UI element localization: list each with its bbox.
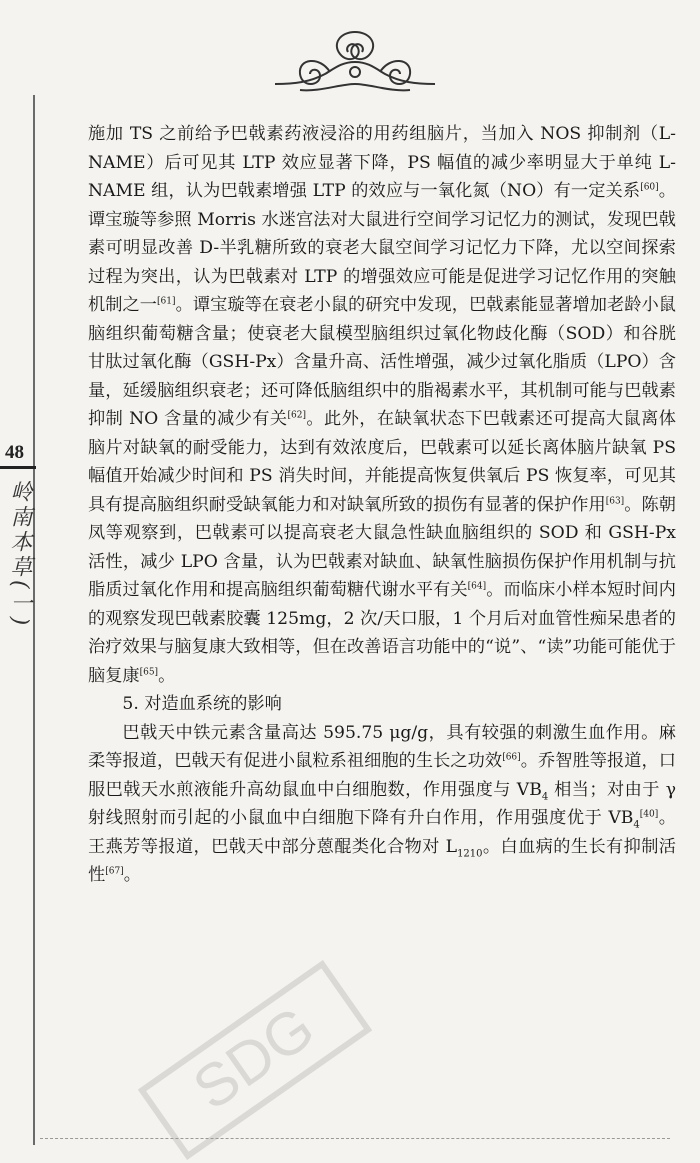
running-book-title: 岭南本草(一) (7, 480, 32, 629)
text-run: 。 (123, 865, 141, 885)
text-run: 。乔智胜等报道，口服巴戟天水煎液能升高幼鼠血中白细胞数，作用强度与 VB (88, 751, 676, 800)
ornament-flourish-icon (270, 22, 440, 100)
text-run: 。谭宝璇等在衰老小鼠的研究中发现，巴戟素能显著增加老龄小鼠脑组织葡萄糖含量；使衰老大鼠模型脑组织过氧化物歧化酶（SOD）和谷胱甘肽过氧化酶（GSH-Px）含量升高、活性增强，减少过氧化脂质（LPO）含量，延缓脑组织衰老；还可降低脑组织中的脂褐素水平，其机制可能与巴戟素抑制 NO 含量的减少有关 (88, 295, 676, 429)
subscript: 1210 (457, 847, 483, 859)
paragraph (88, 120, 676, 690)
page-number-bar (0, 466, 36, 469)
text-run: 。 (158, 665, 176, 686)
citation-marker: [67] (105, 866, 124, 877)
watermark-logo (115, 960, 395, 1160)
citation-marker: [65] (139, 666, 159, 677)
bottom-rule (40, 1138, 670, 1139)
citation-marker: [64] (467, 581, 487, 592)
citation-marker: [61] (157, 296, 176, 307)
text-run: 。谭宝璇等参照 Morris 水迷宫法对大鼠进行空间学习记忆力的测试，发现巴戟素可明显改善 D-半乳糖所致的衰老大鼠空间学习记忆力下降，尤以空间探索过程为突出，认为巴戟素对 LTP 的增强效应可能是促进学习记忆作用的突触机制之一 (88, 181, 676, 315)
section-heading: 5. 对造血系统的影响 (122, 694, 282, 714)
left-margin-rule (33, 95, 35, 1145)
text-run: 。白血病的生长有抑制活性 (88, 836, 676, 885)
text-run: 。王燕芳等报道，巴戟天中部分蒽醌类化合物对 L (88, 808, 676, 857)
citation-marker: [62] (287, 410, 306, 421)
svg-text:SDG: SDG (181, 993, 327, 1123)
text-run: 。陈朝凤等观察到，巴戟素可以提高衰老大鼠急性缺血脑组织的 SOD 和 GSH-Px 活性，减少 LPO 含量，认为巴戟素对缺血、缺氧性脑损伤保护作用机制与抗脂质过氧化作用和提高脑组织葡萄糖代谢水平有关 (88, 494, 676, 600)
body-text (88, 120, 676, 890)
citation-marker: [63] (605, 495, 625, 506)
paragraph (88, 719, 676, 890)
subscript: 4 (633, 819, 640, 831)
subscript: 4 (541, 790, 549, 802)
page-number: 48 (5, 442, 24, 463)
text-run: 施加 TS 之前给予巴戟素药液浸浴的用药组脑片，当加入 NOS 抑制剂（L-NAME）后可见其 LTP 效应显著下降，PS 幅值的减少率明显大于单纯 L-NAME 组，认为巴戟素增强 LTP 的效应与一氧化氮（NO）有一定关系 (88, 124, 676, 201)
citation-marker: [60] (640, 182, 659, 193)
text-run: 相当；对由于 γ 射线照射而引起的小鼠血中白细胞下降有升白作用，作用强度优于 VB (88, 779, 676, 828)
citation-marker: [40] (639, 809, 659, 820)
text-run: 巴戟天中铁元素含量高达 595.75 μg/g，具有较强的刺激生血作用。麻柔等报道，巴戟天有促进小鼠粒系祖细胞的生长之功效 (88, 722, 676, 771)
text-run: 。而临床小样本短时间内的观察发现巴戟素胶囊 125mg，2 次/天口服，1 个月后对血管性痴呆患者的治疗效果与脑复康大致相等，但在改善语言功能中的“说”、“读”功能可能优于脑复康 (88, 580, 676, 686)
citation-marker: [66] (502, 752, 521, 763)
text-run: 。此外，在缺氧状态下巴戟素还可提高大鼠离体脑片对缺氧的耐受能力，达到有效浓度后，巴戟素可以延长离体脑片缺氧 PS 幅值开始减少时间和 PS 消失时间，并能提高恢复供氧后 PS 恢复率，可见其具有提高脑组织耐受缺氧能力和对缺氧所致的损伤有显著的保护作用 (88, 409, 676, 515)
